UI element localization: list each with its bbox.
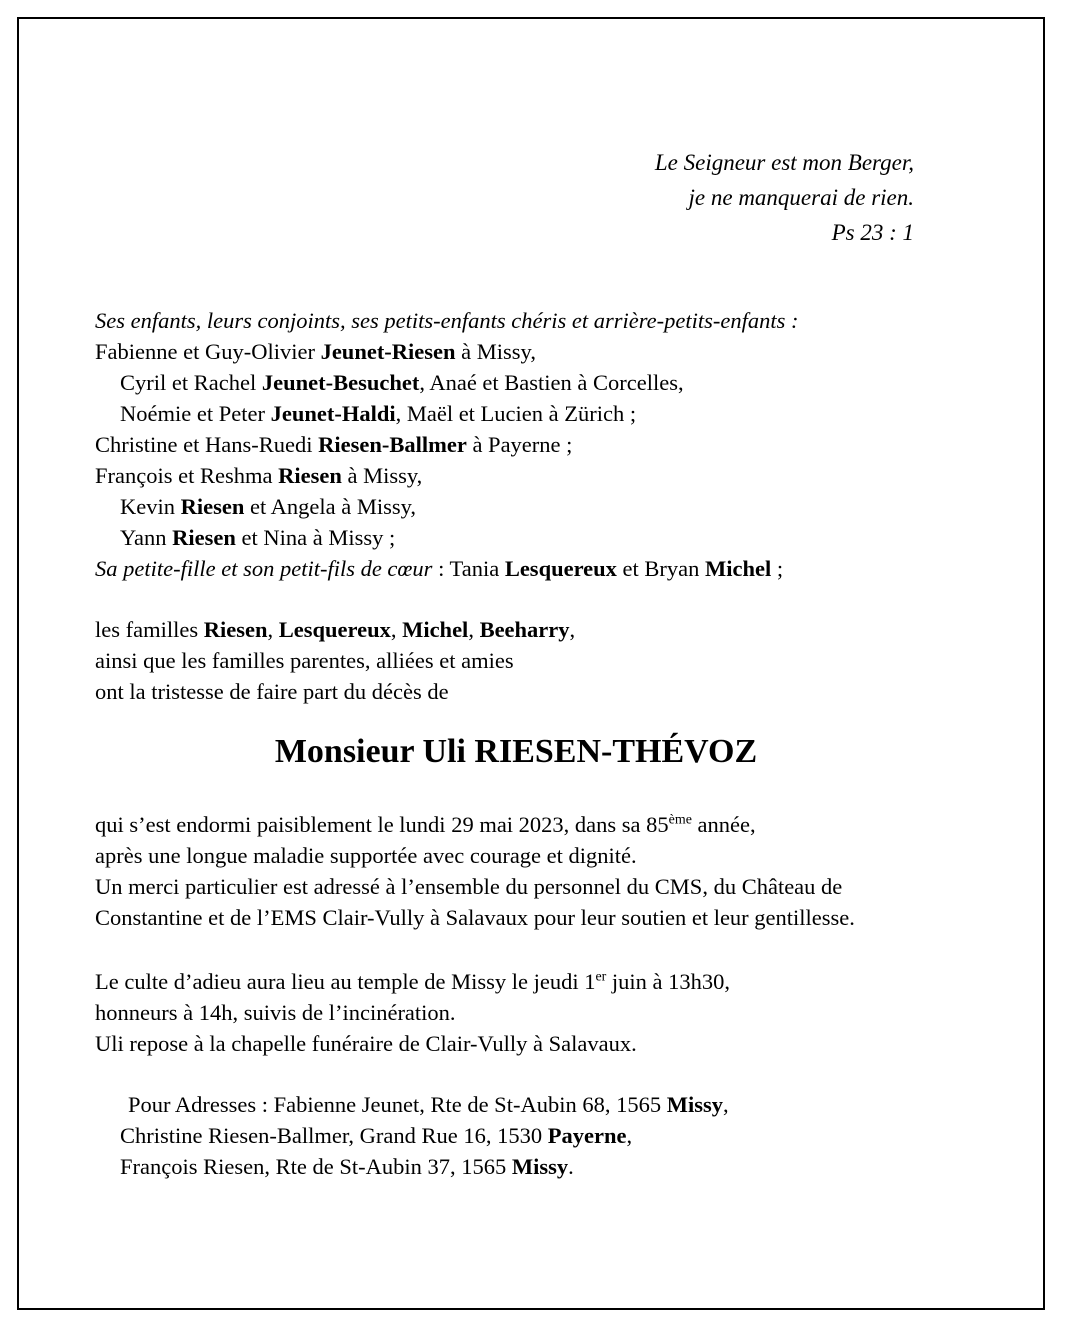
text-line: Un merci particulier est adressé à l’ensemble du personnel du CMS, du Château de [95, 874, 843, 899]
epigraph [19, 145, 1043, 250]
epigraph-line: je ne manquerai de rien. [688, 185, 914, 210]
epigraph-line: Le Seigneur est mon Berger, [654, 150, 914, 175]
text-line: Yann Riesen et Nina à Missy ; [120, 525, 396, 550]
text-line: Noémie et Peter Jeunet-Haldi, Maël et Lucien à Zürich ; [120, 401, 637, 426]
text-line: François et Reshma Riesen à Missy, [95, 463, 423, 488]
text-line: après une longue maladie supportée avec courage et dignité. [95, 843, 637, 868]
text-line: qui s’est endormi paisiblement le lundi 29 mai 2023, dans sa 85ème année, [95, 812, 756, 837]
text-line: ainsi que les familles parentes, alliées et amies [95, 648, 514, 673]
deceased-name-title: Monsieur Uli RIESEN-THÉVOZ [274, 733, 758, 770]
text-line: Cyril et Rachel Jeunet-Besuchet, Anaé et Bastien à Corcelles, [120, 370, 684, 395]
text-line: Constantine et de l’EMS Clair-Vully à Salavaux pour leur soutien et leur gentillesse. [95, 905, 855, 930]
text-line: Fabienne et Guy-Olivier Jeunet-Riesen à Missy, [95, 339, 536, 364]
text-line: honneurs à 14h, suivis de l’incinération. [95, 1000, 456, 1025]
text-line: ont la tristesse de faire part du décès de [95, 679, 449, 704]
addresses-section [95, 1089, 937, 1182]
text-line: Sa petite-fille et son petit-fils de cœur : Tania Lesquereux et Bryan Michel ; [95, 556, 784, 581]
relatives-intro-line: Ses enfants, leurs conjoints, ses petits-enfants chéris et arrière-petits-enfants : [95, 308, 799, 333]
text-line: Le culte d’adieu aura lieu au temple de Missy le jeudi 1er juin à 13h30, [95, 969, 731, 994]
document-border [17, 17, 1045, 1310]
relatives-section [95, 305, 937, 584]
text-line: Kevin Riesen et Angela à Missy, [120, 494, 417, 519]
obituary-paragraph [95, 809, 937, 933]
address-line: Pour Adresses : Fabienne Jeunet, Rte de St-Aubin 68, 1565 Missy, [128, 1092, 729, 1117]
families-section [95, 614, 937, 707]
text-line: Christine et Hans-Ruedi Riesen-Ballmer à Payerne ; [95, 432, 573, 457]
address-line: Christine Riesen-Ballmer, Grand Rue 16, 1530 Payerne, [120, 1123, 633, 1148]
ceremony-paragraph [95, 966, 937, 1059]
text-line: Uli repose à la chapelle funéraire de Clair-Vully à Salavaux. [95, 1031, 637, 1056]
address-line: François Riesen, Rte de St-Aubin 37, 1565 Missy. [120, 1154, 574, 1179]
psalm-reference: Ps 23 : 1 [831, 220, 914, 245]
text-line: les familles Riesen, Lesquereux, Michel, Beeharry, [95, 617, 576, 642]
